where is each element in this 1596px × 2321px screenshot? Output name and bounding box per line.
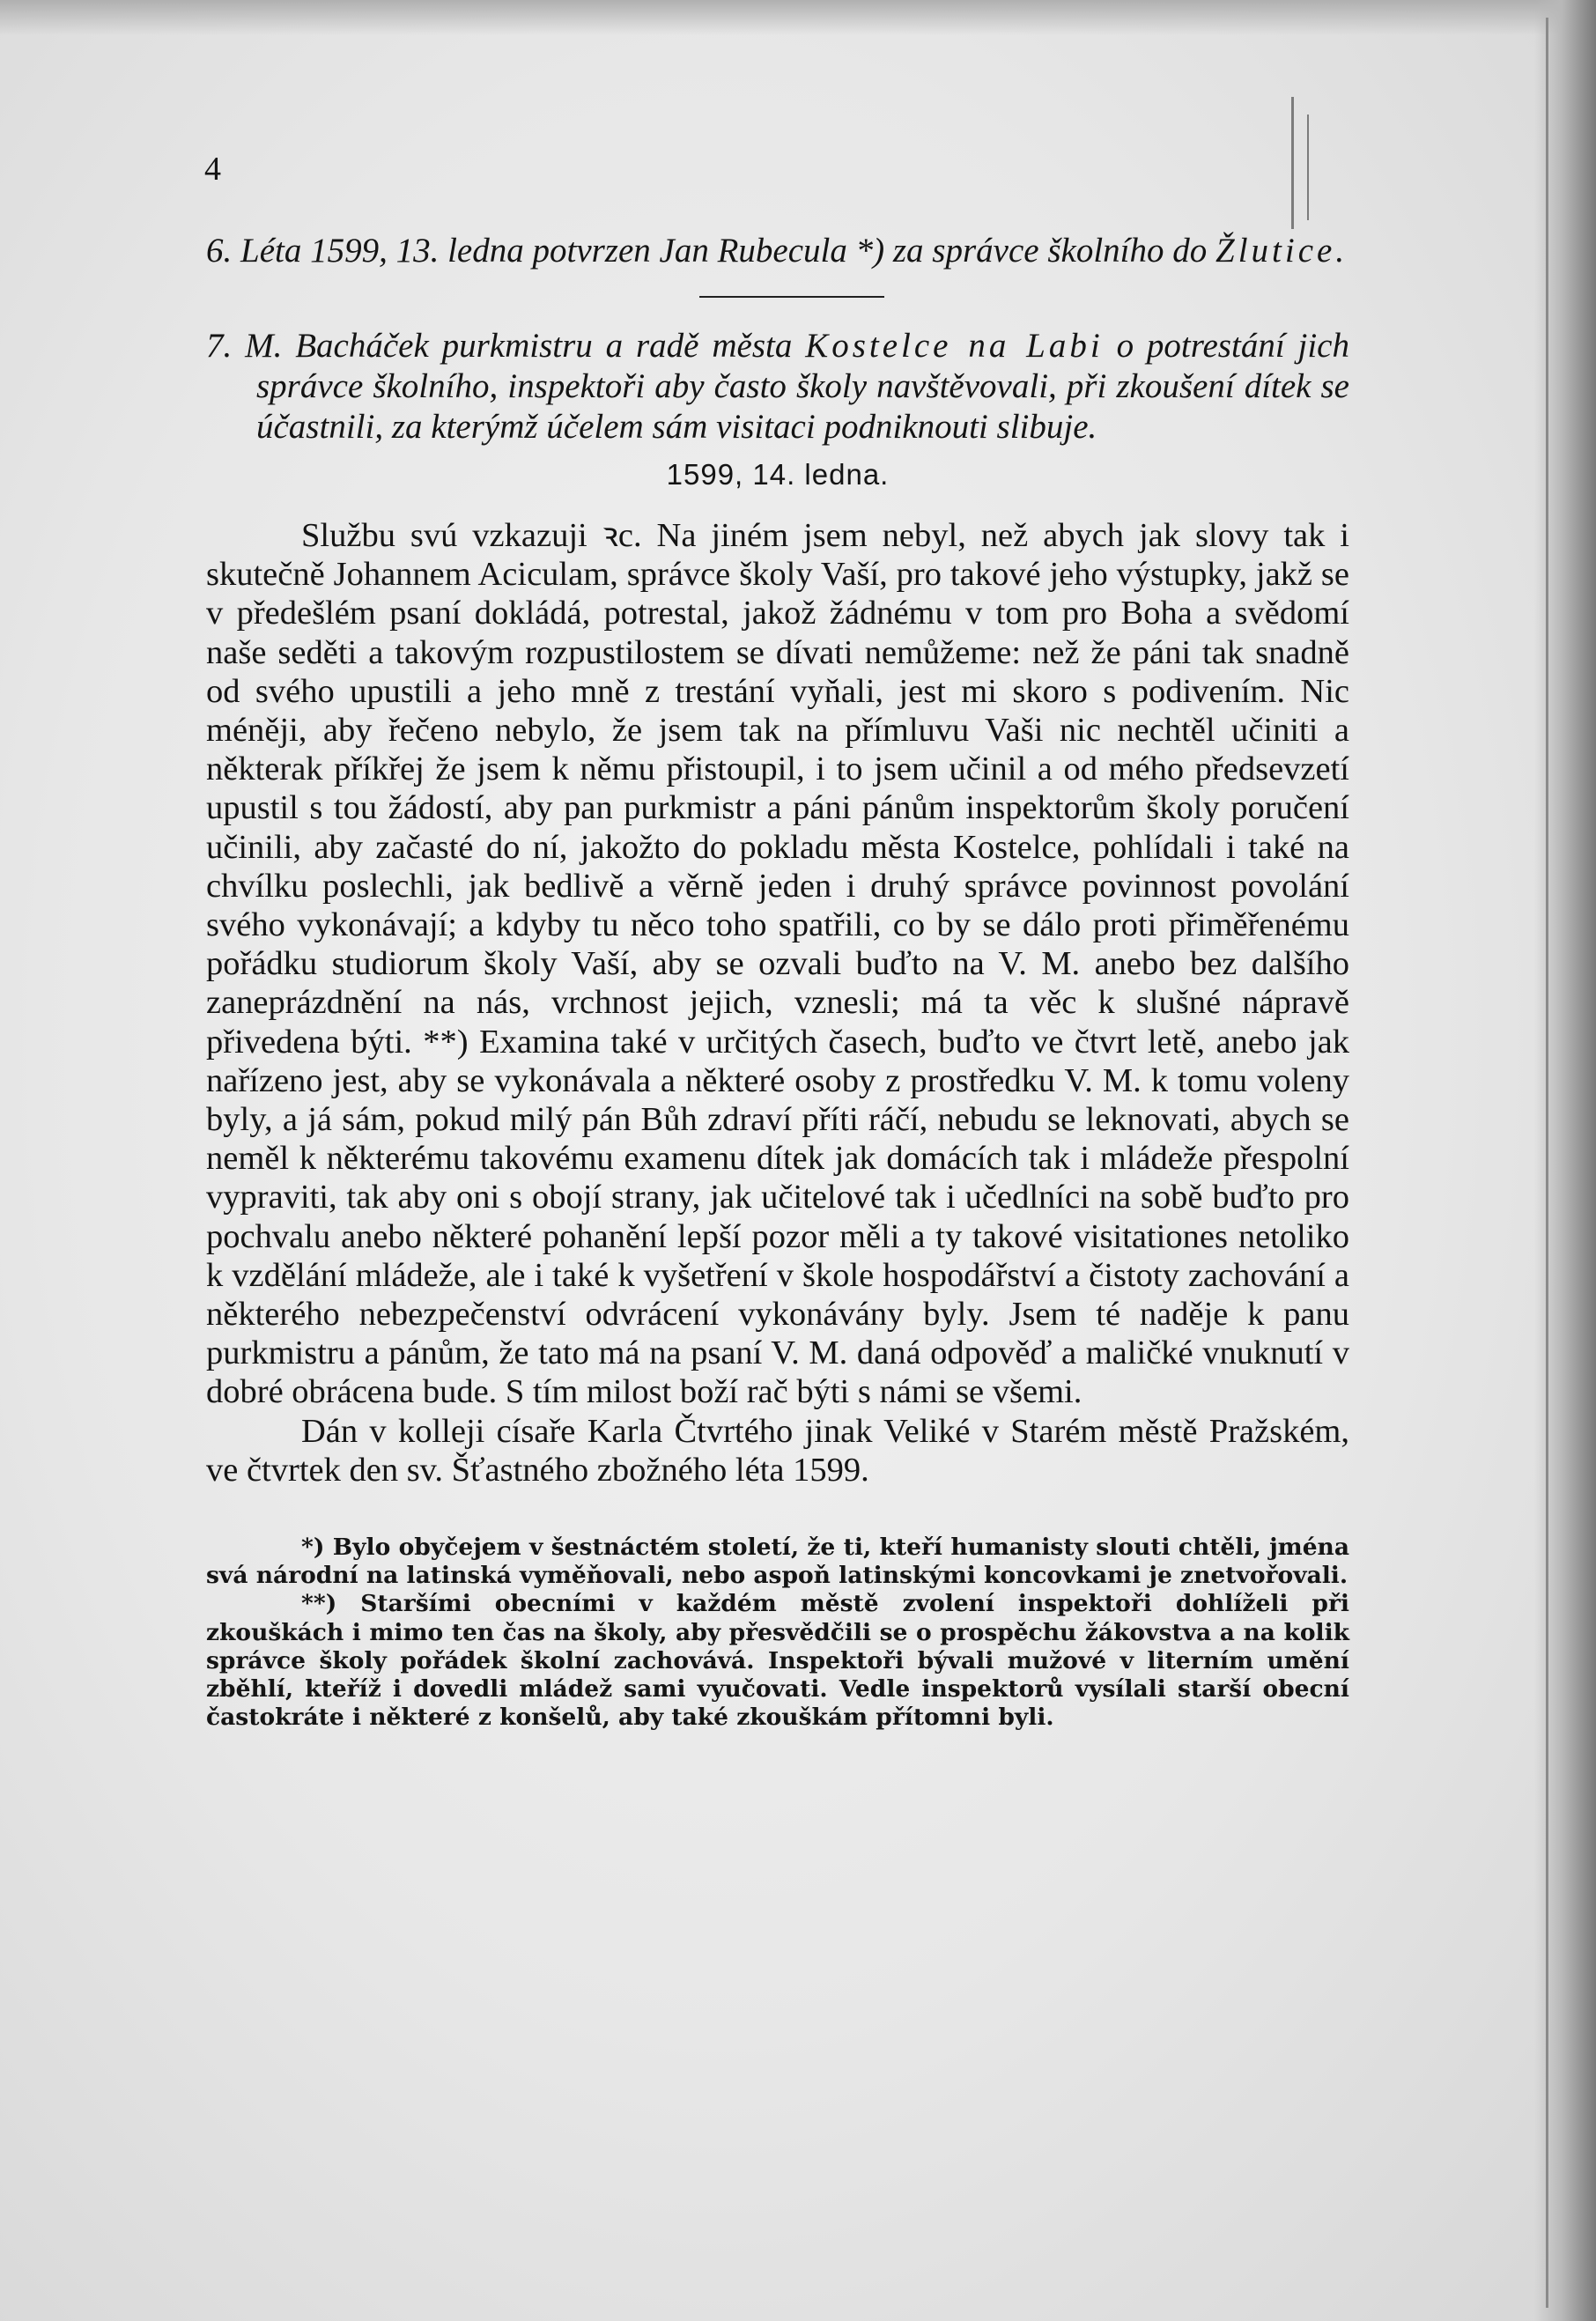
entry-7-text-before: 7. M. Bacháček purkmistru a radě města [206,327,806,365]
page-content [206,231,1349,1733]
footnote-1: *) Bylo obyčejem v šestnáctém století, že ti, kteří humanisty slouti chtěli, jména svá národní na latinská vyměňovali, nebo aspoň latinskými koncovkami je znetvořovali. [206,1534,1349,1590]
letter-date: 1599, 14. ledna. [666,458,890,491]
entry-6-place: Žlutice. [1215,232,1348,270]
letter-body [206,516,1349,1489]
entry-7-text-after: o potrestání jich správce školního, inspektoři aby často školy navštěvovali, při zkoušení dítek se účastnili, za kterýmž účelem sám visitaci podniknouti slibuje. [256,327,1349,446]
scan-scratch-mark [1546,18,1548,2308]
entry-7-place: Kostelce na Labi [805,327,1104,365]
footnote-2: **) Staršími obecními v každém městě zvolení inspektoři dohlíželi při zkouškách i mimo ten čas na školy, aby přesvědčili se o prospěchu žákovstva a na kolik správce školy pořádek školní zachovává. Inspektoři bývali mužové v literním umění zběhlí, kteříž i dovedli mládež sami vyučovati. Vedle inspektorů vysílali starší obecní častokráte i některé z konšelů, aby také zkouškám přítomni byli. [206,1590,1349,1732]
scan-scratch-mark [1307,115,1309,220]
letter-paragraph-1: Službu svú vzkazuji ꝛc. Na jiném jsem nebyl, než abych jak slovy tak i skutečně Johannem Aciculam, správce školy Vaší, pro takové jeho výstupky, jakž se v předešlém psaní dokládá, potrestal, jakož žádnému v tom pro Boha a svědomí naše seděti a takovým rozpustilostem se dívati nemůžeme: než že páni tak snadně od svého upustili a jeho mně z trestání vyňali, jest mi skoro s podivením. Nic méněji, aby řečeno nebylo, že jsem tak na přímluvu Vaši nic nechtěl učiniti a některak příkřej že jsem k němu přistoupil, i to jsem učinil a od mého předsevzetí upustil s tou žádostí, aby pan purkmistr a páni pánům inspektorům školy poručení učinili, aby začasté do ní, jakožto do pokladu města Kostelce, pohlídali i také na chvílku poslechli, jak bedlivě a věrně jeden i druhý správce povinnost povolání svého vykonávají; a kdyby tu něco toho spatřili, co by se dálo proti přiměřenému pořádku studiorum školy Vaší, aby se ozvali buďto na V. M. anebo bez dalšího zaneprázdnění na nás, vrchnost jejich, vznesli; má ta věc k slušné nápravě přivedena býti. **) Examina také v určitých časech, buďto ve čtvrt letě, anebo jak nařízeno jest, aby se vykonávala a některé osoby z prostředku V. M. k tomu voleny byly, a já sám, pokud milý pán Bůh zdraví příti ráčí, nebudu se leknovati, abych se neměl k některému takovému examenu dítek jak domácích tak i mládeže přespolní vypraviti, tak aby oni s obojí strany, jak učitelové tak i učedlníci na sobě buďto pro pochvalu anebo některé pohanění lepší pozor měli a ty takové visitationes netoliko k vzdělání mládeže, ale i také k vyšetření v škole hospodářství a čistoty zachování a některého nebezpečenství odvrácení vykonávány byly. Jsem té naděje k panu purkmistru a pánům, že tato má na psaní V. M. daná odpověď a maličké vnuknutí v dobré obrácena bude. S tím milost boží rač býti s námi se všemi. [206,517,1349,1411]
letter-paragraph-2: Dán v kolleji císaře Karla Čtvrtého jinak Veliké v Starém městě Pražském, ve čtvrtek den sv. Šťastného zbožného léta 1599. [206,1412,1349,1489]
page-top-shadow [0,0,1596,35]
entry-7 [206,326,1349,447]
page-binding-shadow [1534,0,1596,2321]
scan-scratch-mark [1291,97,1294,229]
entry-6-text: 6. Léta 1599, 13. ledna potvrzen Jan Rubecula *) za správce školního do [206,232,1215,270]
section-divider [699,296,884,298]
footnotes [206,1534,1349,1732]
page-number: 4 [204,151,221,188]
entry-6 [206,231,1349,271]
